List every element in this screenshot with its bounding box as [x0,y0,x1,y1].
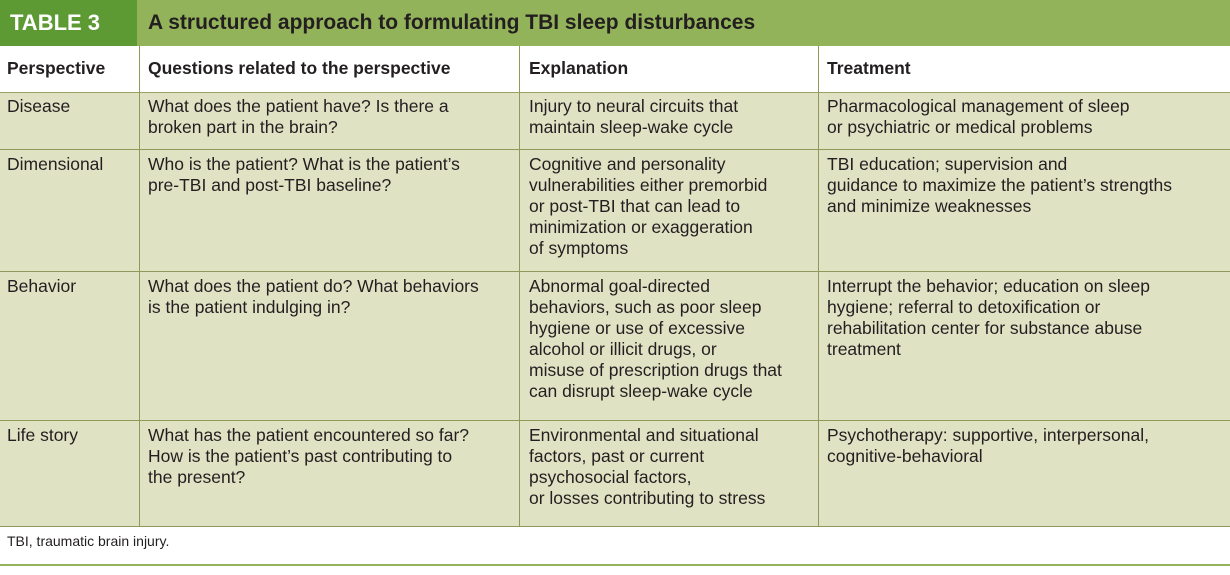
cell-questions: What has the patient encountered so far? How is the patient’s past contributing to the present? [148,425,470,487]
cell-perspective: Behavior [7,276,77,296]
cell-treatment: Pharmacological management of sleep or psychiatric or medical problems [827,96,1130,137]
column-divider [519,46,520,527]
header-explanation: Explanation [529,58,629,78]
cell-explanation: Abnormal goal-directed behaviors, such as poor sleep hygiene or use of excessive alcohol or illicit drugs, or misuse of prescription drugs that can disrupt sleep-wake cycle [529,276,782,401]
cell-questions: Who is the patient? What is the patient’s pre-TBI and post-TBI baseline? [148,154,460,195]
cell-explanation: Injury to neural circuits that maintain sleep-wake cycle [529,96,739,137]
cell-questions: What does the patient have? Is there a broken part in the brain? [148,96,449,137]
column-divider [818,46,819,527]
row-divider [0,526,1230,527]
cell-perspective: Dimensional [7,154,104,174]
cell-perspective: Life story [7,425,78,445]
cell-explanation: Cognitive and personality vulnerabilities either premorbid or post-TBI that can lead to minimization or exaggeration of symptoms [529,154,768,258]
cell-perspective: Disease [7,96,71,116]
header-treatment: Treatment [827,58,911,78]
header-perspective: Perspective [7,58,106,78]
table-number-label: TABLE 3 [0,0,137,46]
column-divider [139,46,140,527]
cell-treatment: Psychotherapy: supportive, interpersonal, cognitive-behavioral [827,425,1149,466]
row-divider [0,271,1230,272]
cell-questions: What does the patient do? What behaviors is the patient indulging in? [148,276,479,317]
table-title-bar [0,0,1230,46]
header-questions: Questions related to the perspective [148,58,451,78]
cell-treatment: TBI education; supervision and guidance to maximize the patient’s strengths and minimize weaknesses [827,154,1173,216]
table-footnote: TBI, traumatic brain injury. [7,533,170,549]
bottom-rule [0,564,1230,566]
table-title: A structured approach to formulating TBI sleep disturbances [137,0,1230,46]
row-divider [0,149,1230,150]
row-divider [0,420,1230,421]
cell-explanation: Environmental and situational factors, past or current psychosocial factors, or losses contributing to stress [529,425,766,508]
cell-treatment: Interrupt the behavior; education on sleep hygiene; referral to detoxification or rehabilitation center for substance abuse treatment [827,276,1150,359]
